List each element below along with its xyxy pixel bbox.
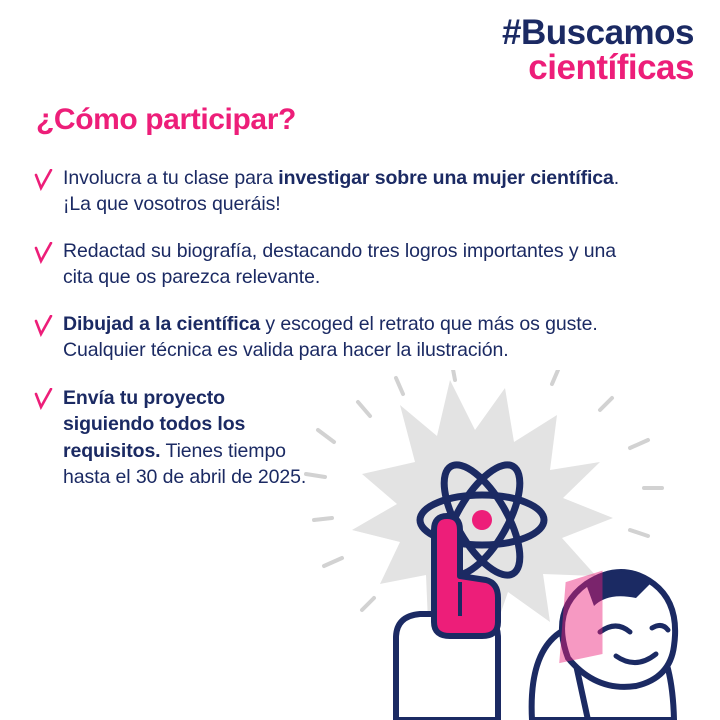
- check-mark-icon: [34, 315, 54, 337]
- list-item: [34, 239, 634, 291]
- page-title: ¿Cómo participar?: [36, 103, 296, 136]
- list-item-text: [63, 167, 619, 215]
- list-item-text: [63, 387, 306, 489]
- steps-list: [34, 166, 634, 512]
- step-1-part-1: Involucra a tu clase para: [63, 167, 279, 189]
- list-item: [34, 166, 634, 218]
- check-mark-icon: [34, 388, 54, 410]
- campaign-logo: [502, 13, 694, 87]
- list-item: [34, 385, 313, 491]
- step-4-part-2: Tienes tiempo hasta el 30 de abril de 2025.: [63, 439, 307, 489]
- list-item: [34, 312, 634, 364]
- check-mark-icon: [34, 242, 54, 264]
- step-1-part-3: . ¡La que vosotros queráis!: [63, 167, 620, 215]
- list-item-text: [63, 313, 598, 361]
- logo-line-cientificas: científicas: [528, 47, 694, 87]
- step-4-part-1: Envía tu proyecto siguiendo todos los requisitos.: [63, 386, 246, 462]
- step-3-part-2: y escoged el retrato que más os guste. Cualquier técnica es valida para hacer la ilustración.: [63, 312, 598, 361]
- list-item-text: [63, 240, 616, 288]
- check-mark-icon: [34, 169, 54, 191]
- step-1-part-2: investigar sobre una mujer científica: [278, 167, 614, 189]
- step-2-part-1: Redactad su biografía, destacando tres logros importantes y una cita que os parezca relevante.: [63, 239, 617, 288]
- scientist-face: [562, 572, 675, 687]
- step-3-part-1: Dibujad a la científica: [63, 312, 261, 335]
- logo-line-buscamos: #Buscamos: [502, 13, 694, 52]
